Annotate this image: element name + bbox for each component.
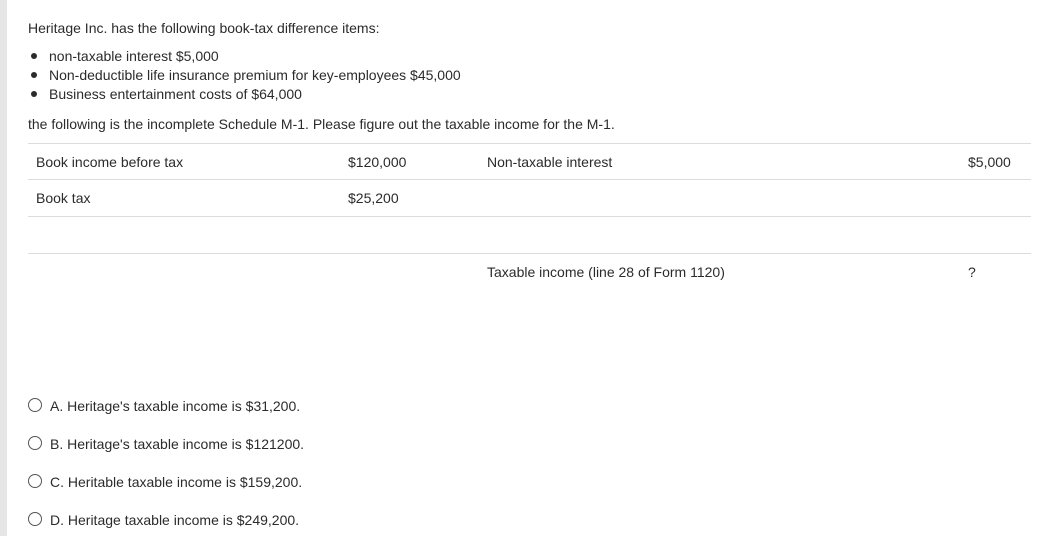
table-row xyxy=(28,253,1031,289)
list-item-text: Business entertainment costs of $64,000 xyxy=(49,86,302,102)
list-item-text: non-taxable interest $5,000 xyxy=(49,48,219,64)
radio-button[interactable] xyxy=(28,474,42,488)
table-row xyxy=(28,143,1031,179)
left-value-cell: $120,000 xyxy=(348,154,407,170)
list-item xyxy=(28,85,461,104)
choice-label[interactable]: A. Heritage's taxable income is $31,200. xyxy=(50,398,301,414)
right-label-cell: Non-taxable interest xyxy=(487,154,613,170)
radio-button[interactable] xyxy=(28,398,42,412)
bullet-icon xyxy=(31,72,37,78)
question-text: the following is the incomplete Schedule M-1. Please figure out the taxable income for the M-1. xyxy=(28,116,615,132)
choice-label[interactable]: C. Heritable taxable income is $159,200. xyxy=(50,474,303,490)
difference-items-list xyxy=(28,47,461,104)
radio-button[interactable] xyxy=(28,436,42,450)
intro-text: Heritage Inc. has the following book-tax difference items: xyxy=(28,20,380,36)
choice-label[interactable]: B. Heritage's taxable income is $121200. xyxy=(50,436,305,452)
table-row xyxy=(28,216,1031,253)
choice-label[interactable]: D. Heritage taxable income is $249,200. xyxy=(50,512,300,528)
radio-button[interactable] xyxy=(28,512,42,526)
list-item xyxy=(28,66,461,85)
left-label-cell: Book income before tax xyxy=(36,154,184,170)
table-row xyxy=(28,179,1031,216)
bullet-icon xyxy=(31,53,37,59)
right-value-cell: $5,000 xyxy=(968,154,1011,170)
bullet-icon xyxy=(31,91,37,97)
schedule-m1-table xyxy=(28,143,1031,289)
left-label-cell: Book tax xyxy=(36,190,91,206)
left-value-cell: $25,200 xyxy=(348,190,399,206)
left-rail xyxy=(0,0,7,536)
list-item-text: Non-deductible life insurance premium for key-employees $45,000 xyxy=(49,67,461,83)
list-item xyxy=(28,47,461,66)
right-label-cell: Taxable income (line 28 of Form 1120) xyxy=(487,264,725,280)
right-value-cell: ? xyxy=(968,264,976,280)
